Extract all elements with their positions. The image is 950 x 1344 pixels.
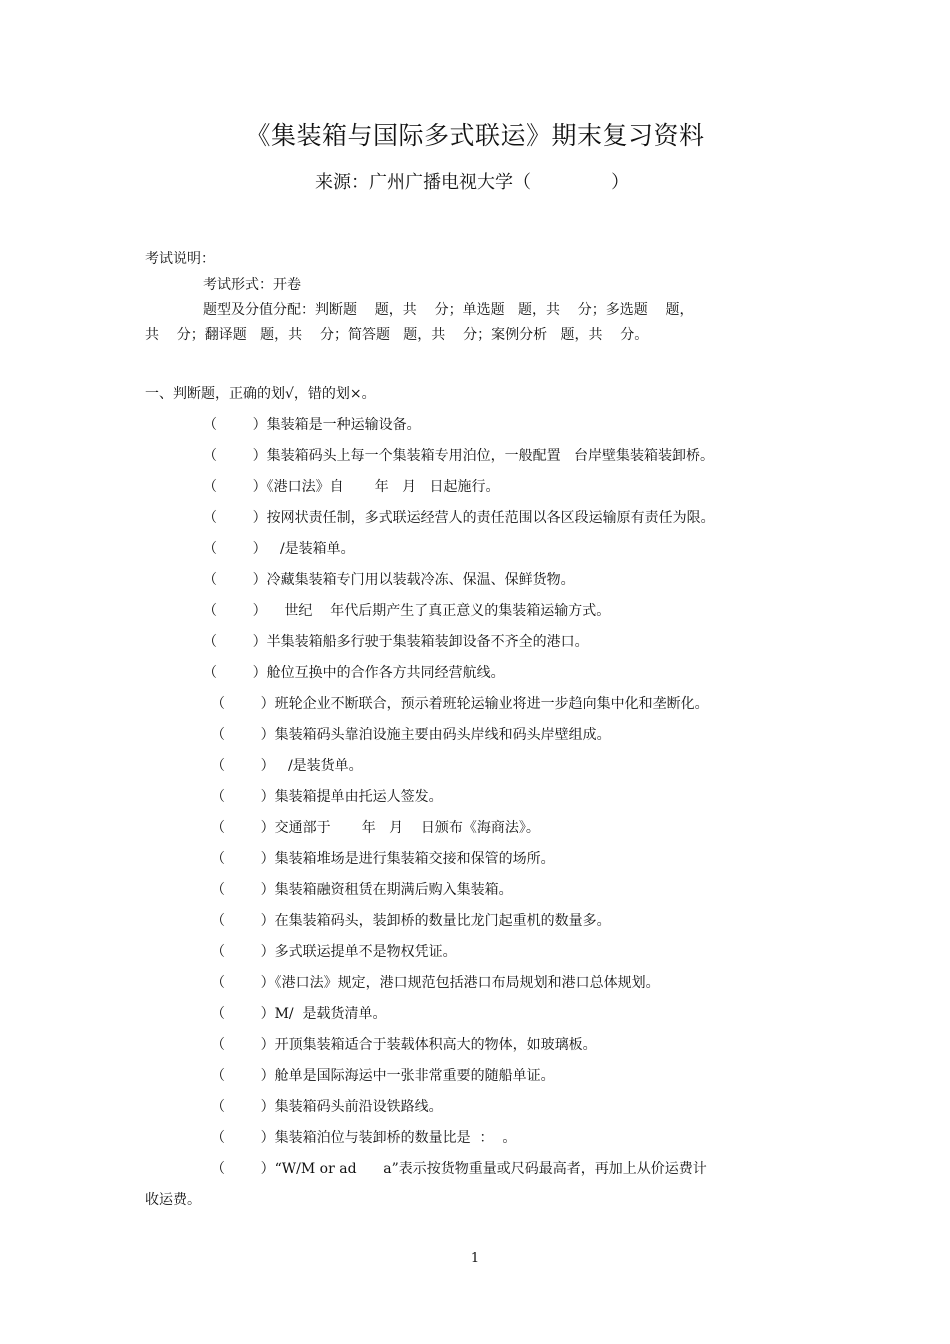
list-item: （ ） /是装箱单。 [203,541,355,557]
exam-form: 考试形式：开卷 [203,277,301,293]
document-source: 来源：广州广播电视大学（ ） [315,172,630,193]
section-heading: 一、判断题，正确的划√，错的划×。 [145,386,376,402]
list-item: （ ）集装箱码头前沿设铁路线。 [211,1099,443,1115]
exam-heading: 考试说明： [145,251,215,267]
list-item: （ ）在集装箱码头，装卸桥的数量比龙门起重机的数量多。 [211,913,611,929]
exam-distribution-line1: 题型及分值分配：判断题 题，共 分；单选题 题，共 分；多选题 题， [203,302,694,318]
list-item: （ ）集装箱堆场是进行集装箱交接和保管的场所。 [211,851,555,867]
list-item: （ ）班轮企业不断联合，预示着班轮运输业将进一步趋向集中化和垄断化。 [211,696,709,712]
list-item: （ ） /是装货单。 [211,758,363,774]
list-item: （ ）集装箱码头靠泊设施主要由码头岸线和码头岸壁组成。 [211,727,611,743]
list-item: （ ）《港口法》自 年 月 日起施行。 [203,479,500,495]
list-item: （ ）集装箱码头上每一个集装箱专用泊位，一般配置 台岸壁集装箱装卸桥。 [203,448,714,464]
list-item: （ ）舱位互换中的合作各方共同经营航线。 [203,665,505,681]
list-item: （ ）集装箱泊位与装卸桥的数量比是 ： 。 [211,1130,517,1146]
list-item-continuation: 收运费。 [145,1192,201,1208]
list-item: （ ）M/ 是载货清单。 [211,1006,387,1022]
document-title: 《集装箱与国际多式联运》期末复习资料 [245,121,705,150]
list-item: （ ）“W/M or ad a”表示按货物重量或尺码最高者，再加上从价运费计 [211,1161,707,1177]
list-item: （ ）集装箱提单由托运人签发。 [211,789,443,805]
list-item: （ ）半集装箱船多行驶于集装箱装卸设备不齐全的港口。 [203,634,589,650]
list-item: （ ）集装箱融资租赁在期满后购入集装箱。 [211,882,513,898]
list-item: （ ）舱单是国际海运中一张非常重要的随船单证。 [211,1068,555,1084]
list-item: （ ）开顶集装箱适合于装载体积高大的物体，如玻璃板。 [211,1037,597,1053]
list-item: （ ）多式联运提单不是物权凭证。 [211,944,457,960]
list-item: （ ）交通部于 年 月 日颁布《海商法》。 [211,820,540,836]
list-item: （ ）按网状责任制，多式联运经营人的责任范围以各区段运输原有责任为限。 [203,510,715,526]
list-item: （ ）集装箱是一种运输设备。 [203,417,421,433]
list-item: （ ） 世纪 年代后期产生了真正意义的集装箱运输方式。 [203,603,611,619]
exam-distribution-line2: 共 分；翻译题 题，共 分；简答题 题，共 分；案例分析 题，共 分。 [145,327,649,343]
list-item: （ ）《港口法》规定，港口规范包括港口布局规划和港口总体规划。 [211,975,660,991]
page-number: 1 [470,1251,480,1266]
list-item: （ ）冷藏集装箱专门用以装载冷冻、保温、保鲜货物。 [203,572,575,588]
